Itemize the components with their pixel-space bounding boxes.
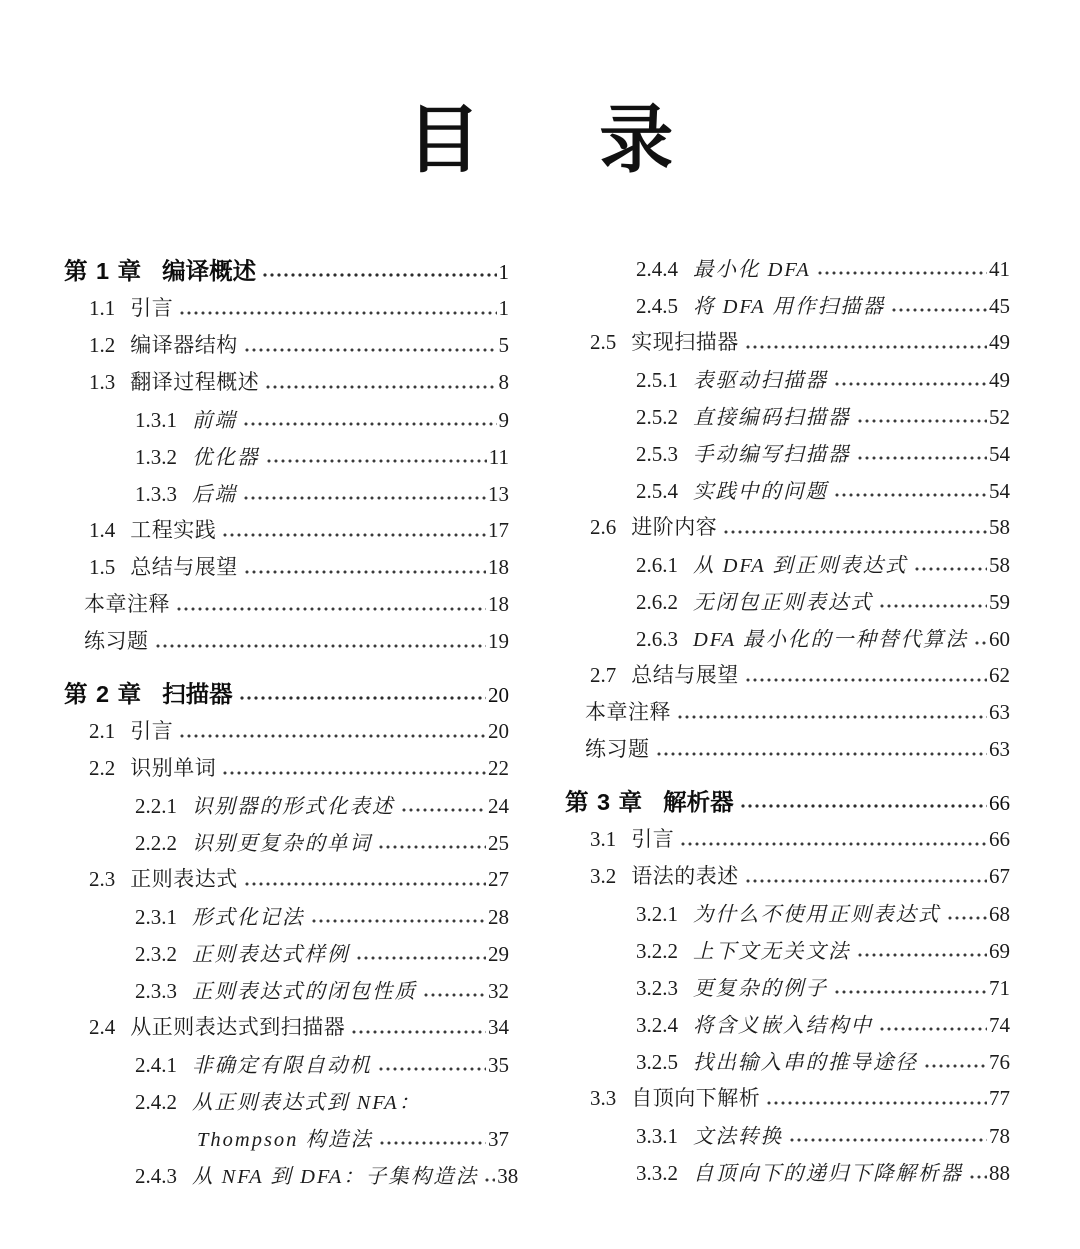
entry-title: 从 DFA 到正则表达式 xyxy=(693,555,908,577)
toc-entry xyxy=(64,551,509,588)
entry-page-number: 58 xyxy=(989,515,1010,539)
dot-leader xyxy=(746,676,987,685)
dot-leader xyxy=(379,1065,486,1074)
entry-number: 2.3.3 xyxy=(135,979,177,1003)
toc-entry xyxy=(64,752,509,789)
toc-entry xyxy=(64,588,509,625)
dot-leader xyxy=(266,383,496,392)
toc-entry xyxy=(64,403,509,440)
entry-page-number: 1 xyxy=(498,296,509,320)
entry-title: DFA 最小化的一种替代算法 xyxy=(693,629,968,651)
toc-entry xyxy=(64,675,509,715)
toc-entry xyxy=(565,783,1010,823)
entry-number: 2.1 xyxy=(89,719,116,743)
entry-page-number: 13 xyxy=(488,482,509,506)
entry-title: 练习题 xyxy=(585,737,650,761)
dot-leader xyxy=(380,1139,486,1148)
entry-title: 本章注释 xyxy=(84,592,170,616)
title-char-right: 录 xyxy=(599,98,674,181)
entry-title: 进阶内容 xyxy=(631,515,718,539)
toc-entry xyxy=(565,289,1010,326)
entry-number: 1.1 xyxy=(89,296,116,320)
toc-entry xyxy=(64,1159,519,1196)
toc-entry xyxy=(565,548,1010,585)
entry-title: 正则表达式样例 xyxy=(192,944,350,966)
entry-number: 第 2 章 xyxy=(64,681,143,707)
dot-leader xyxy=(746,343,987,352)
dot-leader xyxy=(746,877,987,886)
entry-number: 3.3 xyxy=(590,1086,617,1110)
entry-title: Thompson 构造法 xyxy=(197,1129,374,1151)
entry-title: 为什么不使用正则表达式 xyxy=(693,904,941,926)
entry-title: 本章注释 xyxy=(585,700,671,724)
entry-page-number: 78 xyxy=(989,1124,1010,1148)
entry-number: 2.3.2 xyxy=(135,942,177,966)
toc-entry xyxy=(64,514,509,551)
toc-entry xyxy=(565,696,1010,733)
entry-number: 1.3.3 xyxy=(135,482,177,506)
entry-title: 直接编码扫描器 xyxy=(693,407,851,429)
entry-page-number: 60 xyxy=(989,627,1010,651)
toc-entry xyxy=(64,1011,509,1048)
dot-leader xyxy=(790,1136,987,1145)
entry-page-number: 19 xyxy=(488,629,509,653)
dot-leader xyxy=(244,420,497,429)
entry-title: 实现扫描器 xyxy=(631,330,739,354)
toc-column-right xyxy=(565,252,1010,1196)
entry-title: 上下文无关文法 xyxy=(693,941,851,963)
dot-leader xyxy=(915,565,987,574)
entry-number: 2.3 xyxy=(89,867,116,891)
entry-title: 更复杂的例子 xyxy=(693,978,828,1000)
entry-page-number: 1 xyxy=(498,260,509,284)
entry-title: 总结与展望 xyxy=(130,555,238,579)
dot-leader xyxy=(223,769,486,778)
entry-number: 3.3.2 xyxy=(636,1161,678,1185)
toc-entry xyxy=(565,252,1010,289)
entry-page-number: 77 xyxy=(989,1086,1010,1110)
entry-number: 2.6 xyxy=(590,515,617,539)
entry-page-number: 49 xyxy=(989,330,1010,354)
toc-entry xyxy=(64,329,509,366)
dot-leader xyxy=(858,951,988,960)
dot-leader xyxy=(975,639,987,648)
entry-number: 2.6.1 xyxy=(636,553,678,577)
toc-entry xyxy=(64,900,509,937)
entry-number: 2.5.4 xyxy=(636,479,678,503)
entry-page-number: 54 xyxy=(989,479,1010,503)
toc-entry xyxy=(64,292,509,329)
entry-number: 3.1 xyxy=(590,827,617,851)
entry-page-number: 49 xyxy=(989,368,1010,392)
toc-entry xyxy=(64,863,509,900)
entry-page-number: 71 xyxy=(989,976,1010,1000)
toc-entry xyxy=(565,1045,1010,1082)
entry-title: 自顶向下的递归下降解析器 xyxy=(693,1163,963,1185)
entry-number: 第 3 章 xyxy=(565,789,644,815)
toc-entry xyxy=(565,934,1010,971)
dot-leader xyxy=(880,1025,987,1034)
toc-entry xyxy=(64,937,509,974)
dot-leader xyxy=(357,954,487,963)
entry-number: 2.4.4 xyxy=(636,257,678,281)
entry-title: 最小化 DFA xyxy=(693,259,811,281)
entry-page-number: 69 xyxy=(989,939,1010,963)
toc-columns xyxy=(0,252,1080,1196)
entry-number: 3.2.4 xyxy=(636,1013,678,1037)
entry-page-number: 20 xyxy=(488,683,509,707)
dot-leader xyxy=(657,750,988,759)
toc-entry xyxy=(565,1119,1010,1156)
entry-number: 3.2.2 xyxy=(636,939,678,963)
entry-page-number: 63 xyxy=(989,737,1010,761)
entry-title: 正则表达式 xyxy=(130,867,238,891)
dot-leader xyxy=(818,269,987,278)
entry-page-number: 88 xyxy=(989,1161,1010,1185)
toc-entry xyxy=(565,511,1010,548)
toc-entry xyxy=(565,326,1010,363)
entry-title: 引言 xyxy=(130,719,174,743)
entry-page-number: 66 xyxy=(989,827,1010,851)
toc-entry xyxy=(565,971,1010,1008)
entry-number: 2.5.2 xyxy=(636,405,678,429)
entry-title: 将 DFA 用作扫描器 xyxy=(693,296,886,318)
entry-page-number: 18 xyxy=(488,555,509,579)
entry-title: 编译器结构 xyxy=(130,333,238,357)
entry-title: 自顶向下解析 xyxy=(631,1086,761,1110)
entry-title: 正则表达式的闭包性质 xyxy=(192,981,417,1003)
toc-column-left xyxy=(64,252,519,1196)
entry-title: 工程实践 xyxy=(130,518,217,542)
entry-number: 2.2 xyxy=(89,756,116,780)
entry-page-number: 63 xyxy=(989,700,1010,724)
entry-number: 3.2.1 xyxy=(636,902,678,926)
toc-entry xyxy=(64,440,509,477)
entry-page-number: 25 xyxy=(488,831,509,855)
toc-entry xyxy=(565,1008,1010,1045)
entry-number: 3.2 xyxy=(590,864,617,888)
entry-number: 1.2 xyxy=(89,333,116,357)
dot-leader xyxy=(180,309,496,318)
entry-title: 表驱动扫描器 xyxy=(693,370,828,392)
entry-page-number: 66 xyxy=(989,791,1010,815)
dot-leader xyxy=(245,568,486,577)
entry-title: 识别单词 xyxy=(130,756,217,780)
dot-leader xyxy=(858,454,988,463)
entry-page-number: 20 xyxy=(488,719,509,743)
entry-title: 优化器 xyxy=(192,447,260,469)
entry-page-number: 27 xyxy=(488,867,509,891)
entry-title: 无闭包正则表达式 xyxy=(693,592,873,614)
entry-page-number: 62 xyxy=(989,663,1010,687)
entry-page-number: 68 xyxy=(989,902,1010,926)
entry-page-number: 8 xyxy=(498,370,509,394)
toc-entry xyxy=(565,733,1010,770)
entry-page-number: 32 xyxy=(488,979,509,1003)
dot-leader xyxy=(485,1176,495,1185)
entry-number: 3.2.5 xyxy=(636,1050,678,1074)
toc-entry xyxy=(565,897,1010,934)
page-title xyxy=(0,0,1080,182)
entry-page-number: 28 xyxy=(488,905,509,929)
entry-number: 2.2.1 xyxy=(135,794,177,818)
entry-page-number: 9 xyxy=(498,408,509,432)
entry-title: 解析器 xyxy=(663,789,734,815)
entry-page-number: 5 xyxy=(498,333,509,357)
entry-number: 2.4.1 xyxy=(135,1053,177,1077)
entry-title: 练习题 xyxy=(84,629,149,653)
entry-number: 2.4 xyxy=(89,1015,116,1039)
entry-number: 2.4.3 xyxy=(135,1164,177,1188)
dot-leader xyxy=(835,491,987,500)
toc-entry xyxy=(565,659,1010,696)
entry-title: 形式化记法 xyxy=(192,907,305,929)
entry-title: 后端 xyxy=(192,484,237,506)
entry-number: 3.2.3 xyxy=(636,976,678,1000)
entry-page-number: 22 xyxy=(488,756,509,780)
entry-page-number: 29 xyxy=(488,942,509,966)
toc-entry xyxy=(64,826,509,863)
dot-leader xyxy=(424,991,486,1000)
entry-title: 编译概述 xyxy=(162,258,257,284)
entry-page-number: 17 xyxy=(488,518,509,542)
entry-page-number: 74 xyxy=(989,1013,1010,1037)
title-char-left: 目 xyxy=(406,98,481,181)
entry-number: 2.3.1 xyxy=(135,905,177,929)
entry-page-number: 37 xyxy=(488,1127,509,1151)
entry-page-number: 38 xyxy=(497,1164,519,1188)
dot-leader xyxy=(180,732,486,741)
entry-title: 找出输入串的推导途径 xyxy=(693,1052,918,1074)
dot-leader xyxy=(402,806,487,815)
toc-entry xyxy=(64,789,509,826)
entry-title: 语法的表述 xyxy=(631,864,739,888)
dot-leader xyxy=(925,1062,987,1071)
entry-title: 识别更复杂的单词 xyxy=(192,833,372,855)
entry-page-number: 76 xyxy=(989,1050,1010,1074)
dot-leader xyxy=(244,494,486,503)
dot-leader xyxy=(970,1173,987,1182)
entry-page-number: 35 xyxy=(488,1053,509,1077)
toc-entry xyxy=(64,1122,509,1159)
toc-entry xyxy=(64,477,509,514)
toc-entry xyxy=(565,585,1010,622)
dot-leader xyxy=(741,802,987,811)
entry-page-number: 18 xyxy=(488,592,509,616)
dot-leader xyxy=(267,457,487,466)
dot-leader xyxy=(312,917,487,926)
entry-page-number: 45 xyxy=(989,294,1010,318)
entry-page-number: 41 xyxy=(989,257,1010,281)
entry-page-number: 67 xyxy=(989,864,1010,888)
toc-entry xyxy=(565,1156,1010,1193)
dot-leader xyxy=(177,605,486,614)
toc-entry xyxy=(565,823,1010,860)
entry-number: 1.5 xyxy=(89,555,116,579)
entry-number: 第 1 章 xyxy=(64,258,143,284)
entry-number: 3.3.1 xyxy=(636,1124,678,1148)
toc-entry xyxy=(565,1082,1010,1119)
dot-leader xyxy=(240,694,486,703)
entry-number: 2.5.1 xyxy=(636,368,678,392)
toc-entry xyxy=(64,625,509,662)
entry-title: 实践中的问题 xyxy=(693,481,828,503)
entry-page-number: 34 xyxy=(488,1015,509,1039)
toc-entry xyxy=(565,622,1010,659)
entry-number: 1.4 xyxy=(89,518,116,542)
entry-page-number: 24 xyxy=(488,794,509,818)
dot-leader xyxy=(858,417,988,426)
entry-number: 2.6.2 xyxy=(636,590,678,614)
toc-entry xyxy=(64,366,509,403)
entry-number: 2.5.3 xyxy=(636,442,678,466)
toc-entry xyxy=(565,860,1010,897)
dot-leader xyxy=(767,1099,987,1108)
entry-title: 手动编写扫描器 xyxy=(693,444,851,466)
dot-leader xyxy=(379,843,486,852)
toc-entry xyxy=(565,437,1010,474)
entry-title: 扫描器 xyxy=(162,681,233,707)
entry-page-number: 54 xyxy=(989,442,1010,466)
dot-leader xyxy=(724,528,987,537)
entry-title: 从正则表达式到扫描器 xyxy=(130,1015,346,1039)
entry-number: 2.6.3 xyxy=(636,627,678,651)
entry-page-number: 58 xyxy=(989,553,1010,577)
entry-number: 2.4.2 xyxy=(135,1090,177,1114)
entry-number: 2.4.5 xyxy=(636,294,678,318)
entry-page-number: 59 xyxy=(989,590,1010,614)
toc-entry xyxy=(565,474,1010,511)
entry-title: 将含义嵌入结构中 xyxy=(693,1015,873,1037)
entry-page-number: 52 xyxy=(989,405,1010,429)
entry-title: 引言 xyxy=(130,296,174,320)
dot-leader xyxy=(245,880,486,889)
entry-number: 1.3.2 xyxy=(135,445,177,469)
dot-leader xyxy=(263,271,496,280)
dot-leader xyxy=(835,988,987,997)
dot-leader xyxy=(892,306,987,315)
entry-title: 前端 xyxy=(192,410,237,432)
toc-entry xyxy=(64,1048,509,1085)
entry-title: 从 NFA 到 DFA：子集构造法 xyxy=(192,1166,479,1188)
dot-leader xyxy=(835,380,987,389)
entry-title: 总结与展望 xyxy=(631,663,739,687)
entry-title: 识别器的形式化表述 xyxy=(192,796,395,818)
dot-leader xyxy=(880,602,987,611)
toc-entry xyxy=(64,252,509,292)
entry-title: 非确定有限自动机 xyxy=(192,1055,372,1077)
entry-number: 1.3 xyxy=(89,370,116,394)
toc-entry xyxy=(64,974,509,1011)
dot-leader xyxy=(245,346,497,355)
dot-leader xyxy=(352,1028,486,1037)
entry-title: 翻译过程概述 xyxy=(130,370,260,394)
toc-entry xyxy=(64,1085,509,1122)
dot-leader xyxy=(948,914,988,923)
dot-leader xyxy=(223,531,486,540)
entry-number: 2.2.2 xyxy=(135,831,177,855)
entry-number: 2.5 xyxy=(590,330,617,354)
toc-entry xyxy=(64,715,509,752)
entry-page-number: 11 xyxy=(488,445,509,469)
dot-leader xyxy=(156,642,487,651)
entry-title: 从正则表达式到 NFA： xyxy=(192,1092,422,1114)
entry-title: 引言 xyxy=(631,827,675,851)
toc-entry xyxy=(565,363,1010,400)
entry-title: 文法转换 xyxy=(693,1126,783,1148)
entry-number: 2.7 xyxy=(590,663,617,687)
dot-leader xyxy=(681,840,987,849)
toc-entry xyxy=(565,400,1010,437)
entry-number: 1.3.1 xyxy=(135,408,177,432)
dot-leader xyxy=(678,713,987,722)
